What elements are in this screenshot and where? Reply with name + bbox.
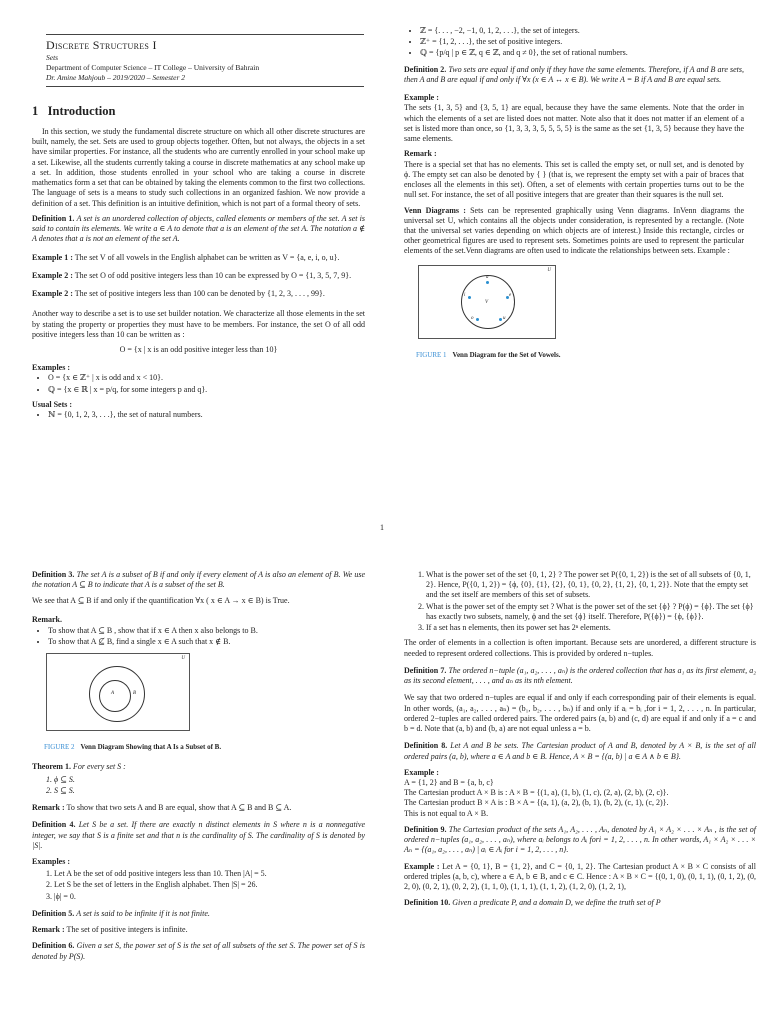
list-item: • To show that A ⊆ B , show that if x ∈ A then x also belongs to B.	[48, 626, 365, 636]
figure-1-caption: FIGURE 1 Venn Diagram for the Set of Vowels.	[416, 350, 561, 359]
element-i-label: i	[464, 292, 466, 298]
page-number: 1	[380, 523, 384, 532]
definition-7: Definition 7. The ordered n−tuple (a₁, a₂, . . . , aₙ) is the ordered collection that has a₁ as its first element, a₂ as its second element, . . . , and aₙ as its nth element.	[404, 665, 757, 686]
examples-label: Examples :	[32, 363, 70, 373]
page2-left-column	[32, 570, 365, 967]
cardinality-examples	[32, 869, 365, 902]
example-text: The sets {1, 3, 5} and {3, 5, 1} are equal, because they have the same elements. Note that the order in which the elements of a set are listed does not matter. Note also that it does not matter if an element of a set is listed more than once, so {1, 3, 3, 3, 5, 5, 5, 5} is the same as the set {1, 3, 5} because they have the same elements.	[404, 103, 744, 144]
remark-list	[32, 626, 365, 647]
power-set-list	[404, 570, 756, 633]
ordered-collections-paragraph: The order of elements in a collection is often important. Because sets are unordered, a different structure is needed to represent ordered collections. This is provided by ordered n−tuples.	[404, 638, 756, 658]
list-item: • ℚ = {x ∈ ℝ | x = p/q, for some integers p and q}.	[48, 385, 365, 395]
examples-list	[32, 373, 365, 394]
venn-paragraph: Venn Diagrams : Sets can be represented graphically using Venn diagrams. InVenn diagrams the universal set U, which contains all the objects under consideration, is represented by a rectangle. (Note that the universal set varies depending on which objects are of interest.) Inside this rectangle, circles or other geometrical figures are used to represent sets. Sometimes points are used to represent the particular elements of the set.Venn diagrams are often used to indicate the relationships between sets. Example :	[404, 205, 745, 256]
list-item: • ℤ = {. . . , −2, −1, 0, 1, 2, . . .}, the set of integers.	[420, 26, 744, 36]
example-label: Example :	[404, 93, 439, 103]
element-o-dot	[476, 318, 479, 321]
element-i-dot	[468, 296, 471, 299]
example-2b: Example 2 : The set of positive integers less than 100 can be denoted by {1, 2, 3, . . . , 99}.	[32, 289, 325, 299]
remark-equal-sets: Remark : To show that two sets A and B are equal, show that A ⊆ B and B ⊆ A.	[32, 803, 292, 813]
definition-8: Definition 8. Let A and B be sets. The Cartesian product of A and B, denoted by A × B, is the set of all ordered pairs (a, b), where a ∈ A and b ∈ B. Hence, A × B = {(a, b) | a ∈ A ∧ b ∈ B}.	[404, 741, 756, 761]
definition-9: Definition 9. The Cartesian product of the sets A₁, A₂, . . . , Aₙ, denoted by A₁ × A₂ × . . . × Aₙ , is the set of ordered n−tuples (a₁, a₂, . . . , aₙ), where aᵢ belongs to Aᵢ fori = 1, 2, . . . , n. In other words, A₁ × A₂ × . . . × Aₙ = {(a₁, a₂, . . . , aₙ) | aᵢ ∈ Aᵢ for i = 1, 2, . . . , n}.	[404, 824, 756, 855]
author-line: Dr. Amine Mahjoub – 2019/2020 – Semester 2	[46, 72, 186, 82]
list-item: • To show that A ⊈ B, find a single x ∈ A such that x ∉ B.	[48, 637, 365, 647]
element-a-label: a	[486, 274, 489, 280]
department-line: Department of Computer Science – IT College – University of Bahrain	[46, 62, 260, 72]
theorem-1: Theorem 1. For every set S :	[32, 762, 126, 772]
page2-right-column	[404, 570, 756, 914]
list-item: 1. What is the power set of the set {0, 1, 2} ? The power set P({0, 1, 2}) is the set of all subsets of {0, 1, 2}. Hence, P({0, 1, 2}) = {ϕ, {0}, {1}, {2}, {0, 1}, {0, 2}, {1, 2}, {0, 1, 2}}. Note that the empty set and the set itself are members of this set of subsets.	[426, 570, 756, 601]
list-item: • ℚ = {p/q | p ∈ ℤ, q ∈ ℤ, and q ≠ 0}, the set of rational numbers.	[420, 48, 744, 58]
course-subtitle: Sets	[46, 53, 59, 63]
intro-paragraph: In this section, we study the fundamental discrete structure on which all other discrete structures are built, namely, the set. Sets are used to group objects together. Often, but not always, the objects in a set have similar properties. For instance, all the students who are currently enrolled in your school make up a set. Likewise, all the students currently taking a course in discrete mathematics at any school make up a set. In addition, those students enrolled in your school who are taking a course in discrete mathematics form a set that can be obtained by taking the elements common to the first two collections. The language of sets is a means to study such collections in an organized fashion. We now provide a definition of a set. This definition is an intuitive definition, which is not part of a formal theory of sets.	[32, 127, 365, 208]
set-a-label: A	[111, 691, 115, 697]
list-item: • O = {x ∈ ℤ⁺ | x is odd and x < 10}.	[48, 373, 365, 383]
tuples-paragraph: We say that two ordered n−tuples are equal if and only if each corresponding pair of their elements is equal. In other words, (a₁, a₂, . . . , aₙ) = (b₁, b₂, . . . , bₙ) if and only if aᵢ = bᵢ ,for i = 1, 2, . . . , n. In particular, ordered 2−tuples are called ordered pairs. The ordered pairs (a, b) and (c, d) are equal if and only if a = c and b = d. Note that (a, b) and (b, a) are not equal unless a = b.	[404, 693, 756, 734]
list-item: 3. |ϕ| = 0.	[54, 892, 365, 902]
course-title: Discrete Structures I	[46, 38, 157, 52]
definition-10: Definition 10. Given a predicate P, and a domain D, we define the truth set of P	[404, 898, 661, 908]
list-item: • ℤ⁺ = {1, 2, . . .}, the set of positive integers.	[420, 37, 744, 47]
set-b-label: B	[133, 691, 137, 697]
page1-left-column	[32, 103, 365, 425]
definition-3: Definition 3. The set A is a subset of B if and only if every element of A is also an element of B. We use the notation A ⊆ B to indicate that A is a subset of the set B.	[32, 570, 366, 590]
list-item: 2. S ⊆ S.	[54, 786, 365, 796]
figure-2-caption: FIGURE 2 Venn Diagram Showing that A Is a Subset of B.	[44, 743, 222, 752]
section-heading: 1 Introduction	[32, 104, 116, 118]
example-triples: Example : Let A = {0, 1}, B = {1, 2}, and C = {0, 1, 2}. The Cartesian product A × B × C consists of all ordered triples (a, b, c), where a ∈ A, b ∈ B, and c ∈ C. Hence : A × B × C = {(0, 1, 0), (0, 1, 1), (0, 1, 2), (0, 2, 0), (0, 2, 1), (0, 2, 2), (1, 1, 0), (1, 1, 1), (1, 1, 2), (1, 2, 0), (1, 2, 1),	[404, 861, 756, 892]
list-item: 1. Let A be the set of odd positive integers less than 10. Then |A| = 5.	[54, 869, 365, 879]
builder-paragraph: Another way to describe a set is to use set builder notation. We characterize all those elements in the set by stating the property or properties they must have to be members. For instance, the set O of all odd positive integers less than 10 can be written as :	[32, 309, 365, 339]
examples-label: Examples :	[32, 857, 70, 866]
remark-text: There is a special set that has no elements. This set is called the empty set, or null set, and is denoted by ϕ. The empty set can also be denoted by { } (that is, we represent the empty set with a pair of braces that encloses all the elements in this set). Often, a set of elements with certain properties turns out to be the null set. For instance, the set of all positive integers that are greater than their squares is the null set.	[404, 159, 744, 200]
usual-sets-label: Usual Sets :	[32, 399, 73, 409]
example-1: Example 1 : The set V of all vowels in the English alphabet can be written as V = {a, e, i, o, u}.	[32, 252, 340, 262]
venn-diagram-vowels	[418, 265, 556, 339]
element-e-label: e	[509, 292, 512, 298]
universal-set-label: U	[547, 267, 551, 273]
example-2a: Example 2 : The set O of odd positive integers less than 10 can be expressed by O = {1, 3, 5, 7, 9}.	[32, 270, 352, 280]
list-item: • ℕ = {0, 1, 2, 3, . . .}, the set of natural numbers.	[48, 410, 365, 420]
element-o-label: o	[471, 315, 474, 321]
definition-5: Definition 5. A set is said to be infinite if it is not finite.	[32, 908, 210, 918]
usual-sets-list	[32, 410, 365, 420]
list-item: 2. Let S be the set of letters in the English alphabet. Then |S| = 26.	[54, 880, 365, 890]
definition-2: Definition 2. Two sets are equal if and only if they have the same elements. Therefore, if A and B are sets, then A and B are equal if and only if ∀x (x ∈ A ↔ x ∈ B). We write A = B if A and B are equal sets.	[404, 64, 744, 84]
element-a-dot	[486, 281, 489, 284]
remark-infinite: Remark : The set of positive integers is infinite.	[32, 925, 188, 935]
builder-formula: O = {x | x is an odd positive integer less than 10}	[119, 344, 278, 354]
list-item: 1. ϕ ⊆ S.	[54, 775, 365, 785]
element-u-label: u	[503, 315, 506, 321]
venn-diagram-subset	[46, 653, 190, 731]
definition-1: Definition 1. A set is an unordered collection of objects, called elements or members of the set. A set is said to contain its elements. We write a ∈ A to denote that a is an element of the set A. The notation a ∉ A denotes that a is not an element of the set A.	[32, 213, 366, 244]
remark-label: Remark :	[404, 149, 437, 159]
element-u-dot	[499, 318, 502, 321]
list-item: 2. What is the power set of the empty set ? What is the power set of the set {ϕ} ? P(ϕ) = {ϕ}. The set {ϕ} has exactly two subsets, namely, ϕ and the set {ϕ} itself. Therefore, P({ϕ}) = {ϕ, {ϕ}}.	[426, 602, 756, 622]
document-header	[46, 34, 364, 87]
list-item: 3. If a set has n elements, then its power set has 2ⁿ elements.	[426, 623, 756, 633]
page1-right-column	[404, 26, 744, 370]
definition-6: Definition 6. Given a set S, the power set of S is the set of all subsets of the set S. The power set of S is denoted by P(S).	[32, 941, 365, 961]
universal-set-label: U	[181, 656, 185, 662]
set-v-label: V	[485, 299, 489, 305]
remark-label: Remark.	[32, 614, 62, 624]
definition-4: Definition 4. Let S be a set. If there are exactly n distinct elements in S where n is a nonnegative integer, we say that S is a finite set and that n is the cardinality of S. The cardinality of S is denoted by |S|.	[32, 820, 365, 850]
example-label: Example :	[404, 767, 439, 777]
cartesian-example: A = {1, 2} and B = {a, b, c} The Cartesian product A × B is : A × B = {(1, a), (1, b), (1, c), (2, a), (2, b), (2, c)}. The Cartesian product B × A is : B × A = {(a, 1), (a, 2), (b, 1), (b, 2), (c, 1), (c, 2)}. This is not equal to A × B.	[404, 777, 669, 818]
theorem-1-list	[32, 775, 365, 796]
subset-quantification: We see that A ⊆ B if and only if the quantification ∀x ( x ∈ A → x ∈ B) is True.	[32, 596, 290, 606]
usual-sets-list-continued	[404, 26, 744, 59]
